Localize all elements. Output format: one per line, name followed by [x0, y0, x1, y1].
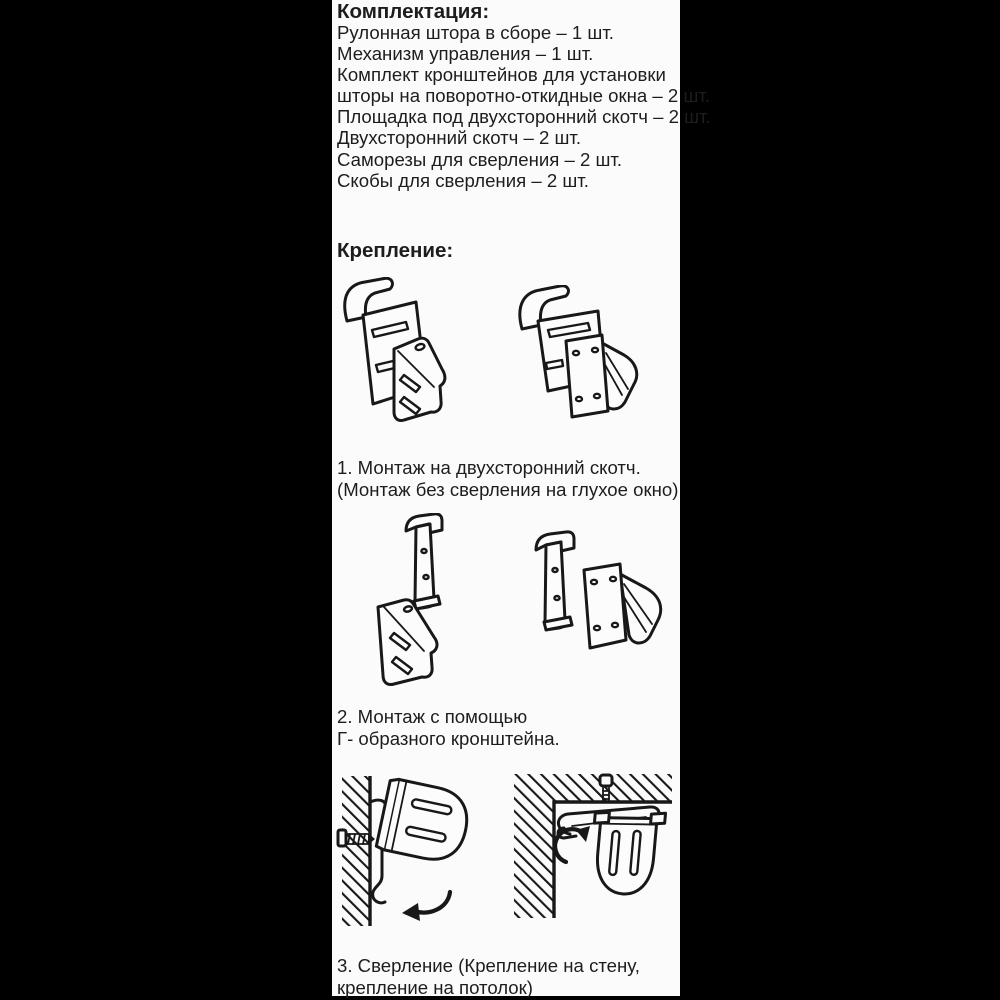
step3-caption-line2: крепление на потолок): [337, 976, 533, 998]
equipment-title: Комплектация:: [337, 0, 490, 23]
step3-ceiling-mount-figure: [508, 768, 678, 924]
step3-caption-line1: 3. Сверление (Крепление на стену,: [337, 955, 640, 976]
rotation-arrow-icon: [402, 892, 450, 921]
step2-lbracket-figure-right: [528, 530, 666, 652]
step1-caption-line2: (Монтаж без сверления на глухое окно): [337, 478, 679, 500]
roller-bracket: [588, 807, 665, 897]
rotation-arrow-icon: [555, 826, 590, 862]
equipment-line: Площадка под двухсторонний скотч – 2 шт.: [337, 106, 711, 128]
step1-caption: [337, 457, 678, 500]
equipment-line: Саморезы для сверления – 2 шт.: [337, 148, 623, 170]
roller-bracket: [376, 778, 472, 866]
step3-wall-mount-figure: [334, 772, 472, 930]
equipment-line: Двухсторонний скотч – 2 шт.: [337, 127, 582, 149]
step2-caption-line2: Г- образного кронштейна.: [337, 727, 560, 749]
equipment-line: Механизм управления – 1 шт.: [337, 43, 594, 65]
step2-caption: [337, 706, 560, 749]
step1-tape-mount-figure-left: [336, 277, 448, 439]
step3-caption: [337, 955, 640, 998]
step2-lbracket-figure-left: [372, 513, 452, 689]
bracket-side-wedge: [394, 338, 445, 420]
equipment-line: шторы на поворотно-откидные окна – 2 шт.: [337, 85, 710, 107]
equipment-line: Рулонная штора в сборе – 1 шт.: [337, 22, 614, 43]
mounting-title: Крепление:: [337, 239, 454, 262]
letterbox-right: [680, 0, 1000, 1000]
equipment-list: [337, 22, 711, 191]
equipment-line: Комплект кронштейнов для установки: [337, 64, 666, 86]
instruction-page: [332, 0, 711, 998]
step2-caption-line1: 2. Монтаж с помощью: [337, 706, 528, 727]
step1-tape-mount-figure-right: [500, 285, 640, 431]
wall-hatching: [342, 776, 370, 926]
letterbox-left: [0, 0, 332, 1000]
bracket-side-wedge: [378, 600, 437, 685]
hook-clamp: [406, 514, 442, 609]
hook-clamp: [536, 532, 574, 630]
bracket-arm-plate: [584, 564, 661, 648]
bracket-arm-plate: [566, 335, 637, 417]
equipment-line: Скобы для сверления – 2 шт.: [337, 169, 589, 191]
step1-caption-line1: 1. Монтаж на двухсторонний скотч.: [337, 457, 641, 478]
